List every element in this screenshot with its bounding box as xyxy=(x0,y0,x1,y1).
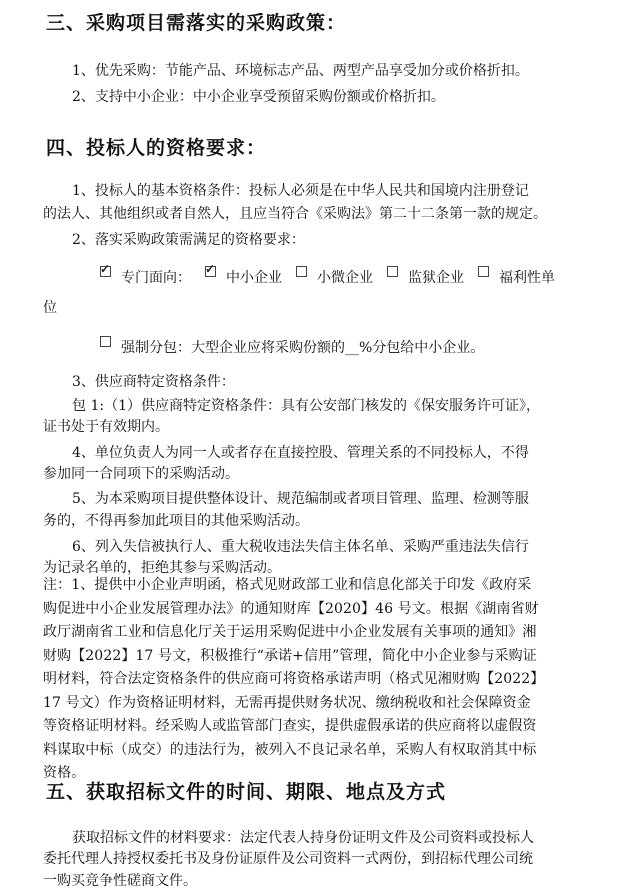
check-icon: ✓ xyxy=(100,262,111,276)
sme-checkbox[interactable] xyxy=(205,262,216,277)
note-line: 等资格证明材料。经采购人或监管部门查实，提供虚假承诺的供应商将以虚假资 xyxy=(43,718,537,734)
check-icon: ✓ xyxy=(205,262,216,276)
section-5-line-1: 获取招标文件的材料要求：法定代表人持身份证明文件及公司资料或投标人 xyxy=(72,830,534,846)
section-4-item-1-line-2: 的法人、其他组织或者自然人，且应当符合《采购法》第二十二条第一款的规定。 xyxy=(43,206,547,222)
note-line: 财购【2022】17 号文，积极推行“承诺+信用”管理，简化中小企业参与采购证 xyxy=(43,647,537,664)
sme-label: 中小企业 xyxy=(226,270,282,286)
package-1-line-2: 证书处于有效期内。 xyxy=(43,419,169,435)
welfare-unit-label: 福利性单 xyxy=(499,270,555,286)
dedicated-label: 专门面向： xyxy=(121,270,191,286)
dedicated-checkbox[interactable] xyxy=(100,262,111,277)
section-4-item-2: 2、落实采购政策需满足的资格要求： xyxy=(72,232,305,248)
section-4-item-5-line-2: 务的，不得再参加此项目的其他采购活动。 xyxy=(43,513,309,529)
note-line: 17 号文）作为资格证明材料，无需再提供财务状况、缴纳税收和社会保障资金 xyxy=(43,694,531,711)
mandatory-subcontract-label: 强制分包：大型企业应将采购份额的__%分包给中小企业。 xyxy=(121,340,485,356)
welfare-unit-checkbox[interactable] xyxy=(478,266,489,277)
micro-enterprise-label: 小微企业 xyxy=(317,270,373,286)
welfare-unit-label-continued: 位 xyxy=(43,300,57,316)
qualification-note xyxy=(43,574,608,786)
note-line: 料谋取中标（成交）的违法行为，被列入不良记录名单，采购人有权取消其中标 xyxy=(43,741,537,758)
section-3-item-1: 1、优先采购：节能产品、环境标志产品、两型产品享受加分或价格折扣。 xyxy=(72,63,529,79)
note-line: 注：1、提供中小企业声明函，格式见财政部工业和信息化部关于印发《政府采 xyxy=(43,577,532,593)
section-3-heading: 三、采购项目需落实的采购政策： xyxy=(46,12,347,34)
section-4-item-1-line-1: 1、投标人的基本资格条件：投标人必须是在中华人民共和国境内注册登记 xyxy=(72,183,529,199)
section-4-heading: 四、投标人的资格要求： xyxy=(46,137,267,159)
note-line: 购促进中小企业发展管理办法》的通知财库【2020】46 号文。根据《湖南省财 xyxy=(43,600,539,617)
section-3-item-2: 2、支持中小企业：中小企业享受预留采购份额或价格折扣。 xyxy=(72,89,445,105)
procurement-policy-checkbox-row xyxy=(100,262,555,288)
section-5-line-3: 一购买竞争性磋商文件。 xyxy=(43,873,197,889)
note-line: 政厅湖南省工业和信息化厅关于运用采购促进中小企业发展有关事项的通知》湘 xyxy=(43,624,537,640)
mandatory-subcontract-row xyxy=(100,336,484,358)
mandatory-subcontract-checkbox[interactable] xyxy=(100,336,111,347)
note-line: 明材料，符合法定资格条件的供应商可将资格承诺声明（格式见湘财购【2022】 xyxy=(43,671,545,687)
micro-enterprise-checkbox[interactable] xyxy=(296,266,307,277)
section-4-item-6-line-1: 6、列入失信被执行人、重大税收违法失信主体名单、采购严重违法失信行 xyxy=(72,539,529,555)
prison-enterprise-label: 监狱企业 xyxy=(408,270,464,286)
section-4-item-6-line-2: 为记录名单的，拒绝其参与采购活动。 xyxy=(43,560,281,576)
section-5-heading: 五、获取招标文件的时间、期限、地点及方式 xyxy=(46,781,447,803)
prison-enterprise-checkbox[interactable] xyxy=(387,266,398,277)
section-4-item-3: 3、供应商特定资格条件： xyxy=(72,374,235,390)
package-1-line-1: 包 1:（1）供应商特定资格条件：具有公安部门核发的《保安服务许可证》， xyxy=(72,398,540,414)
section-4-item-5-line-1: 5、为本采购项目提供整体设计、规范编制或者项目管理、监理、检测等服 xyxy=(72,491,529,507)
section-5-line-2: 委托代理人持授权委托书及身份证原件及公司资料一式两份，到招标代理公司统 xyxy=(43,851,533,867)
section-4-item-4-line-1: 4、单位负责人为同一人或者存在直接控股、管理关系的不同投标人，不得 xyxy=(72,445,529,461)
section-4-item-4-line-2: 参加同一合同项下的采购活动。 xyxy=(43,466,239,482)
note-line: 资格。 xyxy=(43,765,86,781)
